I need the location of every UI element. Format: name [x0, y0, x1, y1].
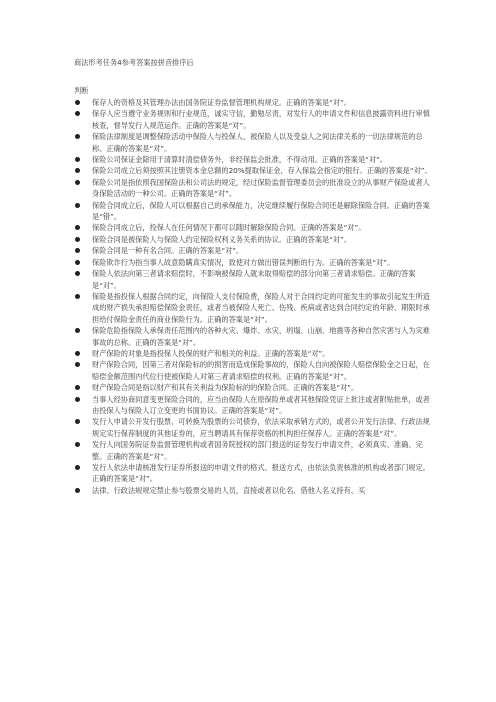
list-item-text: 保险合同成立后，投保人在任何情况下都可以随时解除保险合同。正确的答案是“对”。: [92, 223, 366, 233]
bullet-icon: [75, 100, 80, 105]
bullet-icon: [75, 260, 80, 265]
list-item: [74, 97, 436, 108]
list-item: [74, 359, 436, 382]
list-item-text: 保存人的资格及其管理办法由国务院证券监督管理机构规定。正确的答案是“对”。: [92, 98, 352, 107]
bullet-icon: [75, 203, 80, 208]
bullet-icon: [75, 442, 80, 447]
list-item-text: 保险合同是被保险人与保险人约定保险权利义务关系的协议。正确的答案是“对”。: [92, 234, 352, 244]
list-item: [74, 222, 436, 233]
list-item: [74, 416, 436, 439]
list-item-text: 财产保险合同是指以财产和其有关利益为保险标的的保险合同。正确的答案是“对”。: [92, 383, 359, 393]
list-item: [74, 485, 436, 496]
list-item-text: 发行人向国务院证券监督管理机构或者国务院授权的部门报送的证券发行申请文件，必须真实、准确、完整。正确的答案是“对”。: [92, 440, 423, 461]
list-item-text: 法律、行政法规规定禁止参与股票交易的人员，直接或者以化名、借他人名义持有、买: [92, 485, 366, 495]
bullet-icon: [75, 157, 80, 162]
list-item-text: 保险法律制度是调整保险活动中保险人与投保人、被保险人以及受益人之间法律关系的一切法律规范的总称。正确的答案是“对”。: [92, 132, 423, 153]
list-item: [74, 165, 436, 176]
bullet-icon: [75, 328, 80, 333]
list-item: [74, 154, 436, 165]
list-item-text: 保险危险指保险人承保责任范围内的各种火灾、爆炸、水灾、坍塌、山崩、地震等各种自然灾害与人为灾难事故的总称。正确的答案是“对”。: [92, 326, 430, 347]
bullet-icon: [75, 180, 80, 185]
list-item-text: 保存人应当遵守业务规则和行业规范，诚实守信，勤勉尽责，对发行人的申请文件和信息披露资料进行审慎核查，督导发行人规范运作。正确的答案是“对”。: [92, 109, 430, 130]
list-item-text: 保险公司成立后须按照其注册资本金总额的20%提取保证金，存入保监会指定的银行。正确的答案是“对”。: [92, 166, 432, 176]
section-heading: 判断: [74, 86, 89, 95]
bullet-icon: [75, 488, 80, 493]
list-item: [74, 462, 436, 485]
list-item-text: 发行人申请公开发行股票、可转换为股票的公司债券，依法采取承销方式的，或者公开发行法律、行政法规规定实行保荐制度的其他证券的，应当聘请具有保荐资格的机构担任保荐人。正确的答案是“对”。: [92, 417, 430, 438]
list-item: [74, 108, 436, 131]
list-item-text: 保险公司是指依照我国保险法和公司法的规定，经过保险监督管理委员会的批准设立的从事财产保险或者人身保险活动的一种公司。正确的答案是“对”。: [92, 177, 430, 199]
list-item-text: 保险欺诈行为指当事人故意隐瞒真实情况，致使对方做出错误判断的行为。正确的答案是“对”。: [92, 257, 395, 267]
bullet-icon: [75, 385, 80, 390]
list-item-text: 财产保险合同，因第三者对保险标的的损害而造成保险事故的，保险人自向被保险人赔偿保险金之日起，在赔偿金额范围内代位行使被保险人对第三者请求赔偿的权利。正确的答案是“对”。: [92, 360, 430, 381]
list-item: [74, 325, 436, 348]
list-item: [74, 177, 436, 200]
list-item-text: 保险人依法向第三者请求赔偿时，不影响被保险人就未取得赔偿的部分向第三者请求赔偿。正确的答案是“对”。: [92, 269, 416, 290]
bullet-icon: [75, 248, 80, 253]
bullet-icon: [75, 134, 80, 139]
list-item-text: 财产保险的对象是指投保人投保的财产和相关的利益。正确的答案是“对”。: [92, 348, 330, 358]
list-item: [74, 382, 436, 393]
list-item: [74, 268, 436, 291]
bullet-icon: [75, 351, 80, 356]
bullet-icon: [75, 419, 80, 424]
list-item-text: 当事人经协商同意变更保险合同的，应当由保险人在原保险单或者其他保险凭证上批注或者附贴批单，或者由投保人与保险人订立变更的书面协议。正确的答案是“对”。: [92, 394, 430, 415]
list-item-text: 保险是指投保人根据合同约定，向保险人支付保险费，保险人对于合同约定的可能发生的事故引起发生所造成的财产损失承担赔偿保险金责任，或者当被保险人死亡、伤残、疾病或者达到合同约定的年龄、期限时承担给付保险金责任的商业保险行为。正确的答案是“对”。: [92, 291, 430, 324]
list-item: [74, 394, 436, 417]
list-item: [74, 291, 436, 325]
list-item: [74, 234, 436, 245]
list-item: [74, 439, 436, 462]
list-item: [74, 348, 436, 359]
bullet-icon: [75, 168, 80, 173]
bullet-icon: [75, 397, 80, 402]
bullet-icon: [75, 294, 80, 299]
list-item: [74, 245, 436, 256]
list-item: [74, 257, 436, 268]
list-item: [74, 200, 436, 223]
list-item-text: 发行人依法申请核准发行证券所报送的申请文件的格式、报送方式，由依法负责核准的机构或者部门规定。正确的答案是“对”。: [92, 463, 430, 484]
list-item-text: 保险合同成立后，保险人可以根据自己的承保能力，决定继续履行保险合同还是解除保险合同。正确的答案是“错”。: [92, 200, 430, 222]
document-title: 商法形考任务4参考答案按拼音排序后: [74, 58, 194, 67]
bullet-icon: [75, 111, 80, 116]
bullet-icon: [75, 225, 80, 230]
bullet-icon: [75, 237, 80, 242]
bullet-icon: [75, 271, 80, 276]
list-item: [74, 131, 436, 154]
bullet-icon: [75, 465, 80, 470]
list-item-text: 保险公司保证金除用于清算时清偿债务外，非经保监会批准，不得动用。正确的答案是“对”。: [92, 155, 387, 165]
statement-list: [74, 97, 436, 496]
bullet-icon: [75, 362, 80, 367]
list-item-text: 保险合同是一种有名合同。正确的答案是“对”。: [92, 246, 244, 256]
